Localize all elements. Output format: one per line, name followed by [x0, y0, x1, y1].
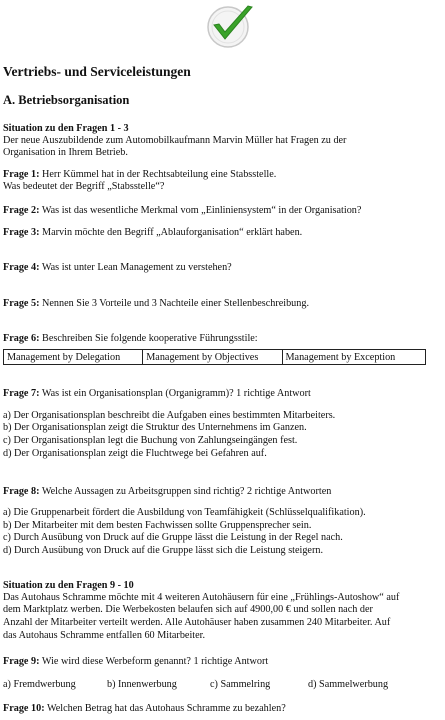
- table-cell: Management by Objectives: [143, 350, 282, 365]
- question-text: Nennen Sie 3 Vorteile und 3 Nachteile einer Stellenbeschreibung.: [39, 298, 310, 309]
- answer-option: b) Der Mitarbeiter mit dem besten Fachwissen sollte Gruppensprecher sein.: [3, 520, 312, 531]
- section-title: A. Betriebsorganisation: [3, 93, 130, 107]
- question-3: [3, 227, 302, 239]
- question-1: [3, 169, 276, 181]
- question-6: [3, 333, 258, 345]
- answer-option: b) Der Organisationsplan zeigt die Struktur des Unternehmens im Ganzen.: [3, 422, 307, 433]
- question-7: [3, 388, 311, 400]
- question-label: Frage 8:: [3, 486, 40, 497]
- answer-option: d) Sammelwerbung: [308, 679, 389, 690]
- question-label: Frage 7:: [3, 388, 40, 399]
- answer-option: d) Der Organisationsplan zeigt die Fluchtwege bei Gefahren auf.: [3, 448, 267, 459]
- situation-text: das Autohaus Schramme entfallen 60 Mitarbeiter.: [3, 630, 205, 641]
- question-label: Frage 3:: [3, 227, 40, 238]
- question-10: [3, 703, 286, 715]
- table-cell: Management by Exception: [282, 350, 426, 365]
- question-label: Frage 5:: [3, 298, 40, 309]
- answer-option: a) Fremdwerbung: [3, 679, 76, 690]
- answer-option: c) Der Organisationsplan legt die Buchung von Zahlungseingängen fest.: [3, 435, 298, 446]
- question-label: Frage 4:: [3, 262, 40, 273]
- answer-option: c) Durch Ausübung von Druck auf die Gruppe lässt die Leistung in der Regel nach.: [3, 532, 343, 543]
- answer-options-row: [3, 679, 413, 690]
- question-text: Marvin möchte den Begriff „Ablauforganisation“ erklärt haben.: [39, 227, 303, 238]
- leadership-styles-table: [3, 349, 426, 365]
- question-text: Was ist unter Lean Management zu verstehen?: [39, 262, 232, 273]
- answer-option: b) Innenwerbung: [107, 679, 177, 690]
- question-label: Frage 10:: [3, 703, 45, 714]
- table-cell: Management by Delegation: [4, 350, 143, 365]
- answer-option: d) Durch Ausübung von Druck auf die Gruppe lässt sich die Leistung steigern.: [3, 545, 323, 556]
- situation-text: Das Autohaus Schramme möchte mit 4 weiteren Autohäusern für eine „Frühlings-Autoshow“ auf: [3, 592, 400, 603]
- question-text: Welche Aussagen zu Arbeitsgruppen sind richtig? 2 richtige Antworten: [39, 486, 332, 497]
- question-label: Frage 1:: [3, 169, 40, 180]
- question-label: Frage 2:: [3, 205, 40, 216]
- question-text: Was ist ein Organisationsplan (Organigramm)? 1 richtige Antwort: [39, 388, 311, 399]
- question-text: Was ist das wesentliche Merkmal vom „Einliniensystem“ in der Organisation?: [39, 205, 362, 216]
- checkmark-logo-icon: [204, 3, 256, 49]
- table-row: [4, 350, 426, 365]
- question-4: [3, 262, 232, 274]
- question-text: Beschreiben Sie folgende kooperative Führungsstile:: [39, 333, 258, 344]
- situation-text: dem Marktplatz werben. Die Werbekosten belaufen sich auf 4900,00 € und sollen nach der: [3, 604, 373, 615]
- situation-text: Anzahl der Mitarbeiter verteilt werden. Alle Autohäuser haben zusammen 240 Mitarbeiter. Auf: [3, 617, 391, 628]
- question-label: Frage 6:: [3, 333, 40, 344]
- question-5: [3, 298, 309, 310]
- page-title: Vertriebs- und Serviceleistungen: [3, 64, 191, 79]
- question-text: Herr Kümmel hat in der Rechtsabteilung eine Stabsstelle.: [39, 169, 277, 180]
- situation-heading: Situation zu den Fragen 1 - 3: [3, 123, 129, 134]
- situation-heading: Situation zu den Fragen 9 - 10: [3, 580, 134, 591]
- question-1-text: Was bedeutet der Begriff „Stabsstelle“?: [3, 181, 165, 192]
- situation-text: Der neue Auszubildende zum Automobilkaufmann Marvin Müller hat Fragen zu der: [3, 135, 347, 146]
- answer-option: a) Die Gruppenarbeit fördert die Ausbildung von Teamfähigkeit (Schlüsselqualifikation).: [3, 507, 366, 518]
- question-label: Frage 9:: [3, 656, 40, 667]
- answer-option: c) Sammelring: [210, 679, 271, 690]
- question-text: Welchen Betrag hat das Autohaus Schramme zu bezahlen?: [44, 703, 286, 714]
- question-2: [3, 205, 361, 217]
- question-text: Wie wird diese Werbeform genannt? 1 richtige Antwort: [39, 656, 269, 667]
- question-8: [3, 486, 331, 498]
- situation-text: Organisation in Ihrem Betrieb.: [3, 147, 128, 158]
- answer-option: a) Der Organisationsplan beschreibt die Aufgaben eines bestimmten Mitarbeiters.: [3, 410, 336, 421]
- question-9: [3, 656, 268, 668]
